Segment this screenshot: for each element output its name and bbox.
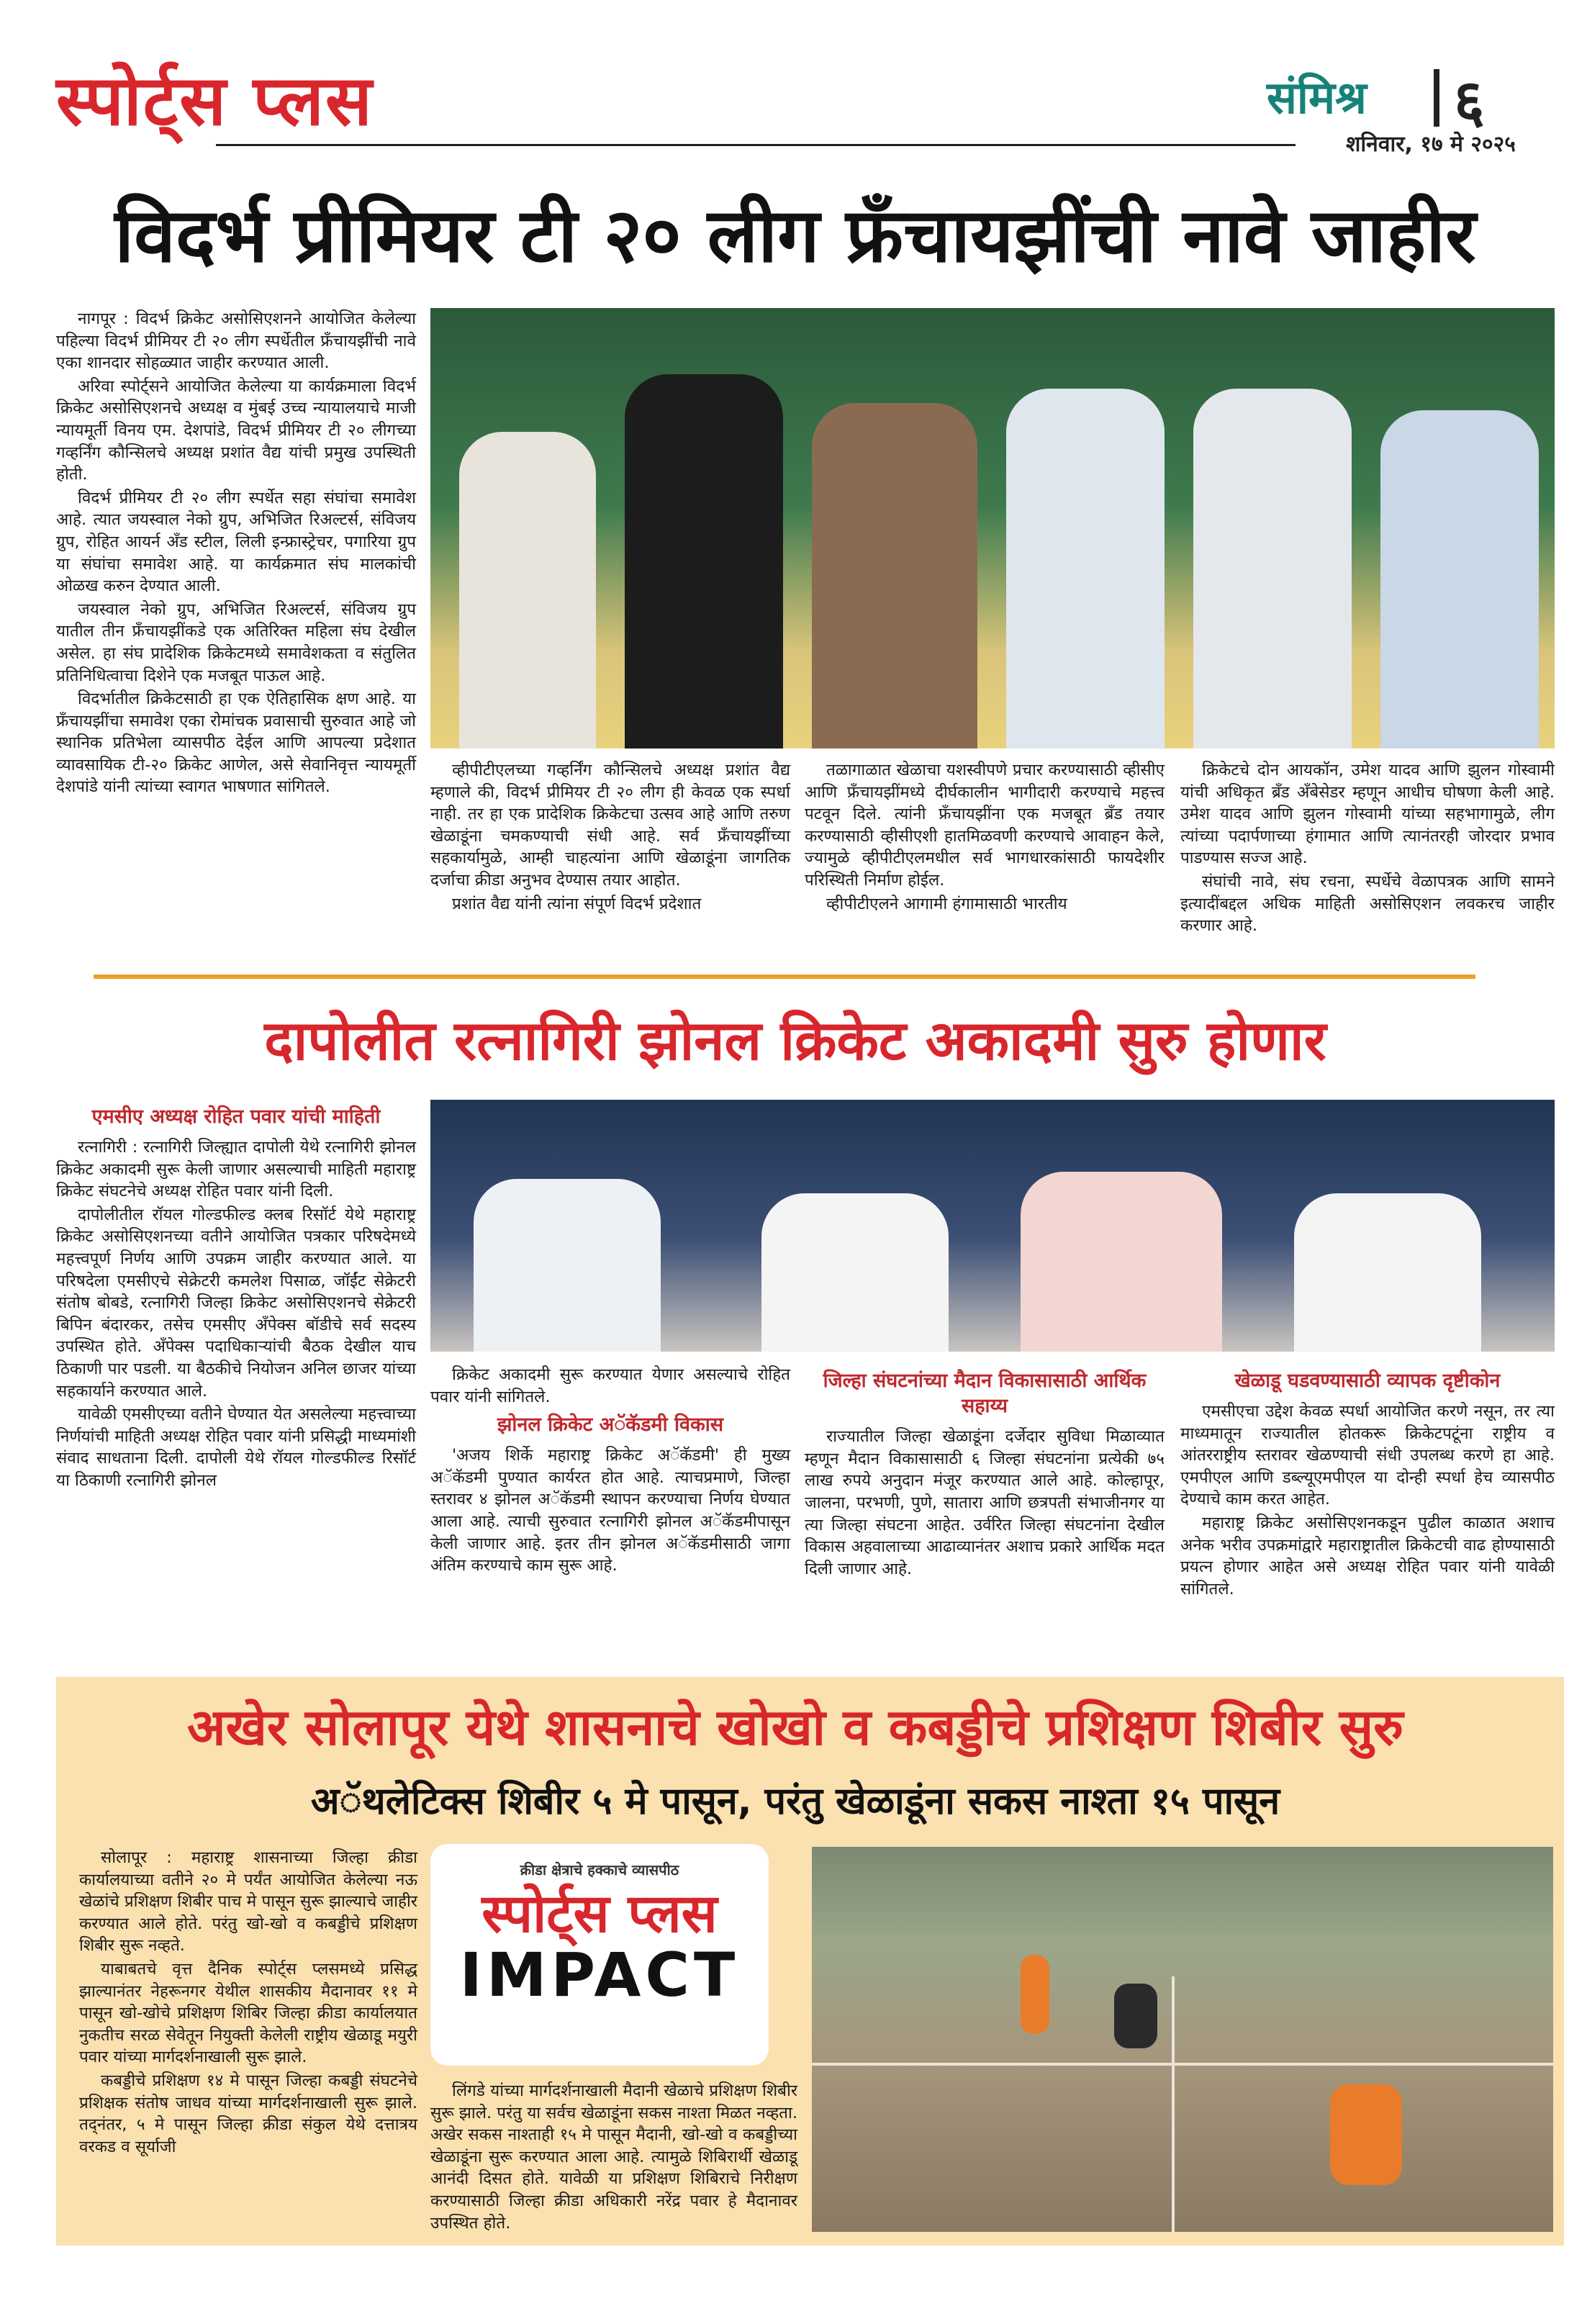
paragraph: जयस्वाल नेको ग्रुप, अभिजित रिअल्टर्स, संविजय ग्रुप यातील तीन फ्रँचायझींकडे एक अतिरिक्त महिला संघ देखील असेल. हा संघ प्रादेशिक क्रिकेटमध्ये समावेशकता व संतुलित प्रतिनिधित्वाचा दिशेने एक मजबूत पाऊल आहे.	[56, 600, 416, 685]
person-figure	[1006, 389, 1165, 749]
story2-headline: दापोलीत रत्नागिरी झोनल क्रिकेट अकादमी सुरु होणार	[264, 1008, 1326, 1072]
story1-headline: विदर्भ प्रीमियर टी २० लीग फ्रँचायझींची नावे जाहीर	[114, 191, 1476, 279]
person-figure	[812, 403, 977, 749]
section-name: संमिश्र	[1267, 71, 1367, 124]
player-figure	[1021, 1955, 1049, 2034]
person-figure	[474, 1179, 661, 1352]
story2-kicker: एमसीए अध्यक्ष रोहित पवार यांची माहिती	[91, 1106, 381, 1128]
paragraph: यावेळी एमसीएच्या वतीने घेण्यात येत असलेल्या महत्त्वाच्या निर्णयांची माहिती अध्यक्ष रोहित पवार यांनी प्रसिद्धी माध्यमांशी संवाद साधताना दिली. दापोली येथे रॉयल गोल्डफील्ड रिसॉर्ट या ठिकाणी रत्नागिरी झोनल	[56, 1405, 416, 1490]
paragraph: व्हीपीटीएलने आगामी हंगामासाठी भारतीय	[826, 894, 1067, 913]
impact-tagline: क्रीडा क्षेत्राचे हक्काचे व्यासपीठ	[520, 1861, 679, 1878]
paragraph: विदर्भ प्रीमियर टी २० लीग स्पर्धेत सहा संघांचा समावेश आहे. त्यात जयस्वाल नेको ग्रुप, अभिजित रिअल्टर्स, संविजय ग्रुप, रोहित आयर्न अँड स्टील, लिली इन्फ्रास्ट्रेचर, पगारिया ग्रुप या संघांचा समावेश आहे. या कार्यक्रमात संघ मालकांची ओळख करुन देण्यात आली.	[56, 488, 416, 596]
page-number: ६	[1454, 68, 1485, 136]
story1-column-1	[56, 308, 416, 800]
paragraph: अरिवा स्पोर्ट्सने आयोजित केलेल्या या कार्यक्रमाला विदर्भ क्रिकेट असोसिएशनचे अध्यक्ष व मुंबई उच्च न्यायालयाचे माजी न्यायमूर्ती विनय एम. देशपांडे, विदर्भ प्रीमियर टी २० लीगच्या गव्हर्निंग कौन्सिलचे अध्यक्ष प्रशांत वैद्य यांची प्रमुख उपस्थिती होती.	[56, 376, 416, 484]
paragraph: महाराष्ट्र क्रिकेट असोसिएशनकडून पुढील काळात अशाच अनेक भरीव उपक्रमांद्वारे महाराष्ट्रातील क्रिकेटची वाढ होण्यासाठी प्रयत्न होणार आहेत असे अध्यक्ष रोहित पवार यांनी यावेळी सांगितले.	[1180, 1514, 1555, 1599]
paragraph: 'अजय शिर्के महाराष्ट्र क्रिकेट अॅकॅडमी' ही मुख्य अॅकॅडमी पुण्यात कार्यरत होत आहे. त्याचप्रमाणे, जिल्हा स्तरावर ४ झोनल अॅकॅडमी स्थापन करण्याचा निर्णय घेण्यात आला आहे. त्याची सुरुवात रत्नागिरी झोनल अॅकॅडमीपासून केली जाणार आहे. इतर तीन झोनल अॅकॅडमीसाठी जागा अंतिम करण्याचे काम सुरू आहे.	[430, 1446, 790, 1575]
story1-column-2	[430, 759, 790, 916]
paragraph: विदर्भातील क्रिकेटसाठी हा एक ऐतिहासिक क्षण आहे. या फ्रँचायझींचा समावेश एका रोमांचक प्रवासाची सुरुवात आहे जो स्थानिक प्रतिभेला व्यासपीठ देईल आणि आपल्या प्रदेशात व्यावसायिक टी-२० क्रिकेट आणेल, असे सेवानिवृत्त न्यायमूर्ती देशपांडे यांनी त्यांच्या स्वागत भाषणात सांगितले.	[56, 689, 416, 797]
paragraph: संघांची नावे, संघ रचना, स्पर्धेचे वेळापत्रक आणि सामने इत्यादींबद्दल अधिक माहिती असोसिएशन लवकरच जाहीर करणार आहे.	[1180, 872, 1555, 936]
person-figure	[1021, 1172, 1222, 1352]
person-figure	[1193, 389, 1352, 749]
story2-subheading: खेळाडू घडवण्यासाठी व्यापक दृष्टीकोन	[1234, 1370, 1501, 1392]
story3-subhead: अॅथलेटिक्स शिबीर ५ मे पासून, परंतु खेळाडूंना सकस नाश्ता १५ पासून	[310, 1780, 1280, 1823]
court-line	[1172, 1976, 1175, 2232]
paragraph: व्हीपीटीएलच्या गव्हर्निंग कौन्सिलचे अध्यक्ष प्रशांत वैद्य म्हणाले की, विदर्भ प्रीमियर टी २० लीग ही केवळ एक स्पर्धा नाही. तर हा एक प्रादेशिक क्रिकेटचा उत्सव आहे आणि तरुण खेळाडूंना चमकण्याची संधी आहे. सर्व फ्रँचायझींच्या सहकार्यामुळे, आम्ही चाहत्यांना आणि खेळाडूंना जागतिक दर्जाचा क्रीडा अनुभव देण्यास तयार आहोत.	[430, 761, 790, 890]
paragraph: प्रशांत वैद्य यांनी त्यांना संपूर्ण विदर्भ प्रदेशात	[452, 894, 702, 913]
section-divider	[1434, 69, 1439, 127]
person-figure	[761, 1193, 949, 1352]
story2-column-1	[56, 1100, 416, 1493]
paragraph: एमसीएचा उद्देश केवळ स्पर्धा आयोजित करणे नसून, तर त्या माध्यमातून राज्यातील होतकरू क्रिकेटपटूंना राष्ट्रीय व आंतरराष्ट्रीय स्तरावर खेळण्याची संधी उपलब्ध करणे हा आहे. एमपीएल आणि डब्ल्यूएमपीएल या दोन्ही स्पर्धा हेच व्यासपीठ देण्याचे काम करत आहेत.	[1180, 1402, 1555, 1509]
player-figure	[1114, 1984, 1157, 2048]
story2-press-conference-photo	[430, 1100, 1555, 1352]
section-divider-line	[94, 975, 1475, 979]
court-line	[812, 2063, 1553, 2066]
story3-column-1	[79, 1847, 417, 2159]
paragraph: राज्यातील जिल्हा खेळाडूंना दर्जेदार सुविधा मिळाव्यात म्हणून मैदान विकासासाठी ६ जिल्हा संघटनांना प्रत्येकी ७५ लाख रुपये अनुदान मंजूर करण्यात आले आहे. कोल्हापूर, जालना, परभणी, पुणे, सातारा आणि छत्रपती संभाजीनगर या त्या जिल्हा संघटना आहेत. उर्वरित जिल्हा संघटनांना देखील विकास अहवालाच्या आढाव्यानंतर अशाच प्रकारे आर्थिक मदत दिली जाणार आहे.	[805, 1427, 1165, 1578]
paragraph: तळागाळात खेळाचा यशस्वीपणे प्रचार करण्यासाठी व्हीसीए आणि फ्रँचायझींमध्ये दीर्घकालीन भागीदारी करण्याचे महत्त्व पटवून दिले. त्यांनी फ्रँचायझींना एक मजबूत ब्रँड तयार करण्यासाठी व्हीसीएशी हातमिळवणी करण्याचे आवाहन केले, ज्यामुळे व्हीपीटीएलमधील सर्व भागधारकांसाठी फायदेशीर परिस्थिती निर्माण होईल.	[805, 761, 1165, 890]
person-figure	[625, 374, 783, 749]
story3-headline: अखेर सोलापूर येथे शासनाचे खोखो व कबड्डीचे प्रशिक्षण शिबीर सुरु	[187, 1698, 1403, 1757]
impact-brand: स्पोर्ट्स प्लस	[481, 1883, 718, 1945]
person-figure	[1380, 410, 1539, 749]
story2-column-2	[430, 1364, 790, 1578]
paragraph: नागपूर : विदर्भ क्रिकेट असोसिएशनने आयोजित केलेल्या पहिल्या विदर्भ प्रीमियर टी २० लीग स्पर्धेतील फ्रँचायझींची नावे एका शानदार सोहळ्यात जाहीर करण्यात आली.	[56, 309, 416, 373]
person-figure	[459, 432, 596, 749]
story2-subheading: झोनल क्रिकेट अॅकॅडमी विकास	[497, 1414, 723, 1437]
story2-column-4	[1180, 1364, 1555, 1601]
paragraph: दापोलीतील रॉयल गोल्डफील्ड क्लब रिसॉर्ट येथे महाराष्ट्र क्रिकेट असोसिएशनच्या वतीने आयोजित पत्रकार परिषदेमध्ये महत्त्वपूर्ण निर्णय आणि उपक्रम जाहीर करण्यात आले. या परिषदेला एमसीएचे सेक्रेटरी कमलेश पिसाळ, जॉईंट सेक्रेटरी संतोष बोबडे, रत्नागिरी जिल्हा क्रिकेट असोसिएशनचे सेक्रेटरी बिपिन बंदारकर, तसेच एमसीए अँपेक्स बॉडीचे सर्व सदस्य उपस्थित होते. अँपेक्स पदाधिकाऱ्यांची बैठक देखील याच ठिकाणी पार पडली. या बैठकीचे नियोजन अनिल छाजर यांच्या सहकार्याने करण्यात आले.	[56, 1205, 416, 1401]
masthead-logo: स्पोर्ट्स प्लस	[56, 60, 374, 141]
paragraph: कबड्डीचे प्रशिक्षण १४ मे पासून जिल्हा कबड्डी संघटनेचे प्रशिक्षक संतोष जाधव यांच्या मार्गदर्शनाखाली सुरू झाले. तद्नंतर, ५ मे पासून जिल्हा क्रीडा संकुल येथे दत्तात्रय वरकड व सूर्याजी	[79, 2071, 417, 2156]
story3-kabaddi-photo	[812, 1847, 1553, 2232]
issue-date: शनिवार, १७ मे २०२५	[1346, 132, 1516, 157]
paragraph: सोलापूर : महाराष्ट्र शासनाच्या जिल्हा क्रीडा कार्यालयाच्या वतीने २० मे पर्यंत आयोजित केलेल्या नऊ खेळांचे प्रशिक्षण शिबीर पाच मे पासून सुरू झाल्याचे जाहीर करण्यात आले होते. परंतु खो-खो व कबड्डीचे प्रशिक्षण शिबीर सुरू नव्हते.	[79, 1848, 417, 1955]
paragraph: क्रिकेटचे दोन आयकॉन, उमेश यादव आणि झुलन गोस्वामी यांची अधिकृत ब्रँड अँबेसेडर म्हणून आधीच घोषणा केली आहे. उमेश यादव आणि झुलन गोस्वामी यांच्या सहभागामुळे, लीग त्यांच्या पदार्पणाच्या हंगामात आणि त्यानंतरही जोरदार प्रभाव पाडण्यास सज्ज आहे.	[1180, 761, 1555, 868]
paragraph: क्रिकेट अकादमी सुरू करण्यात येणार असल्याचे रोहित पवार यांनी सांगितले.	[430, 1365, 790, 1406]
story1-group-photo	[430, 308, 1555, 749]
paragraph: याबाबतचे वृत्त दैनिक स्पोर्ट्स प्लसमध्ये प्रसिद्ध झाल्यानंतर नेहरूनगर येथील शासकीय मैदानावर ११ मे पासून खो-खोचे प्रशिक्षण शिबिर जिल्हा क्रीडा कार्यालयात नुकतीच सरळ सेवेतून नियुक्ती केलेली राष्ट्रीय खेळाडू मयुरी पवार यांच्या मार्गदर्शनाखाली सुरू झाले.	[79, 1959, 417, 2067]
masthead-rule	[216, 144, 1296, 146]
impact-word: IMPACT	[459, 1940, 740, 2011]
story1-column-4	[1180, 759, 1555, 939]
impact-logo	[430, 1844, 769, 2066]
paragraph: लिंगडे यांच्या मार्गदर्शनाखाली मैदानी खेळाचे प्रशिक्षण शिबीर सुरू झाले. परंतु या सर्वच खेळाडूंना सकस नाश्ता मिळत नव्हता. अखेर सकस नाश्ताही १५ मे पासून मैदानी, खो-खो व कबड्डीच्या खेळाडूंना सुरू करण्यात आला आहे. त्यामुळे शिबिरार्थी खेळाडू आनंदी दिसत होते. यावेळी या प्रशिक्षण शिबिराचे निरीक्षण करण्यासाठी जिल्हा क्रीडा अधिकारी नरेंद्र पवार हे मैदानावर उपस्थित होते.	[430, 2081, 797, 2233]
story3-column-2	[430, 2080, 797, 2235]
player-figure	[1330, 2084, 1402, 2185]
story2-subheading: जिल्हा संघटनांच्या मैदान विकासासाठी आर्थिक सहाय्य	[823, 1370, 1147, 1418]
story1-column-3	[805, 759, 1165, 916]
person-figure	[1294, 1193, 1481, 1352]
paragraph: रत्नागिरी : रत्नागिरी जिल्ह्यात दापोली येथे रत्नागिरी झोनल क्रिकेट अकादमी सुरू केली जाणार असल्याची माहिती महाराष्ट्र क्रिकेट संघटनेचे अध्यक्ष रोहित पवार यांनी दिली.	[56, 1138, 416, 1201]
story2-column-3	[805, 1364, 1165, 1581]
